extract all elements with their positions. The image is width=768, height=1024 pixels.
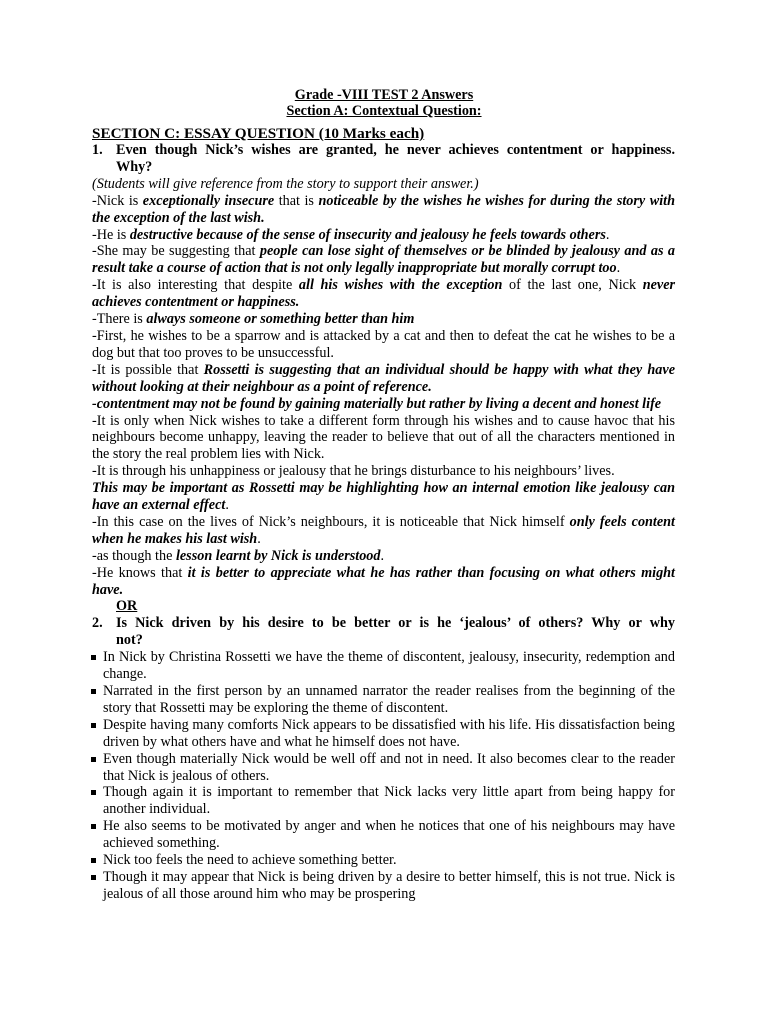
answer-point bbox=[92, 227, 675, 244]
bullet-marker-icon bbox=[91, 757, 96, 762]
answer-emphasis: noticeable by the wishes he wishes for during the story with the exception of the last wish. bbox=[92, 192, 675, 226]
answer-text: -as though the bbox=[92, 547, 176, 564]
answer-emphasis: lesson learnt by Nick is understood bbox=[175, 547, 381, 564]
question-number: 2. bbox=[92, 615, 103, 632]
answer-emphasis: only feels content when he makes his last wish bbox=[92, 513, 675, 547]
answer-emphasis: destructive because of the sense of insecurity and jealousy he feels towards others bbox=[129, 226, 606, 243]
bullet-text: He also seems to be motivated by anger and when he notices that one of his neighbours may have achieved something. bbox=[103, 818, 675, 852]
bullet-marker-icon bbox=[91, 655, 96, 660]
answer-text: -Nick is bbox=[92, 192, 143, 209]
answer-point: -First, he wishes to be a sparrow and is attacked by a cat and then to defeat the cat he wishes to be a dog but that too proves to be unsuccessful. bbox=[92, 327, 675, 361]
answer-emphasis: always someone or something better than him bbox=[146, 311, 415, 328]
answer-text: -It is also interesting that despite bbox=[92, 277, 299, 294]
question-text-line: not? bbox=[116, 632, 143, 649]
question-text-line: Why? bbox=[116, 158, 153, 175]
bullet-item bbox=[92, 649, 675, 683]
answer-emphasis: This may be important as Rossetti may be highlighting how an internal emotion like jealousy can have an external effect bbox=[92, 480, 675, 514]
answer-point bbox=[92, 548, 675, 565]
bullet-marker-icon bbox=[91, 858, 96, 863]
answer-text: -She may be suggesting that bbox=[92, 243, 260, 260]
answer-point bbox=[92, 362, 675, 396]
answer-emphasis: people can lose sight of themselves or be blinded by jealousy and as a result take a course of action that is not only legally inappropriate but morally corrupt too bbox=[92, 243, 675, 277]
answer-text: that is bbox=[274, 192, 319, 209]
answer-emphasis: Rossetti is suggesting that an individual should be happy with what they have without looking at their neighbour as a point of reference. bbox=[92, 361, 675, 395]
answer-bullet-list bbox=[92, 649, 675, 903]
question-1 bbox=[92, 142, 675, 176]
bullet-item bbox=[92, 784, 675, 818]
answer-text: -There is bbox=[92, 311, 147, 328]
bullet-marker-icon bbox=[91, 790, 96, 795]
bullet-text: In Nick by Christina Rossetti we have the theme of discontent, jealousy, insecurity, redemption and change. bbox=[103, 649, 675, 683]
bullet-text: Narrated in the first person by an unnamed narrator the reader realises from the beginning of the story that Rossetti may be exploring the theme of discontent. bbox=[103, 683, 675, 716]
bullet-text: Even though materially Nick would be well off and not in need. It also becomes clear to the reader that Nick is jealous of others. bbox=[103, 750, 675, 784]
document-body bbox=[92, 125, 675, 903]
answer-text: -He knows that bbox=[92, 564, 188, 581]
answer-point bbox=[92, 193, 675, 227]
answer-point bbox=[92, 514, 675, 548]
question-2 bbox=[92, 615, 675, 649]
question-number: 1. bbox=[92, 142, 103, 158]
bullet-text: Despite having many comforts Nick appears to be dissatisfied with his life. His dissatisfaction being driven by what others have and what he himself does not have. bbox=[103, 716, 675, 750]
bullet-item bbox=[92, 717, 675, 751]
bullet-item bbox=[92, 751, 675, 785]
bullet-item bbox=[92, 818, 675, 852]
answer-emphasis: exceptionally insecure bbox=[142, 192, 275, 209]
bullet-text: Though again it is important to remember that Nick lacks very little apart from being happy for another individual. bbox=[103, 784, 675, 818]
answer-emphasis: never achieves contentment or happiness. bbox=[92, 277, 676, 311]
question-text-line: Even though Nick’s wishes are granted, he never achieves contentment or happiness. bbox=[116, 142, 675, 158]
bullet-text: Nick too feels the need to achieve something better. bbox=[103, 852, 397, 869]
answer-emphasis: all his wishes with the exception bbox=[298, 277, 503, 294]
answer-text: . bbox=[225, 497, 229, 514]
section-heading: SECTION C: ESSAY QUESTION (10 Marks each) bbox=[92, 125, 425, 142]
bullet-marker-icon bbox=[91, 875, 96, 880]
bullet-marker-icon bbox=[91, 824, 96, 829]
answer-text: . bbox=[616, 260, 621, 277]
bullet-text: Though it may appear that Nick is being driven by a desire to better himself, this is not true. Nick is jealous of all those around him who may be prospering bbox=[103, 868, 675, 902]
answer-text: -It is possible that bbox=[92, 361, 204, 378]
answer-text: . bbox=[605, 226, 610, 243]
answer-point bbox=[92, 311, 675, 328]
answer-point bbox=[92, 277, 675, 311]
answer-point: -It is only when Nick wishes to take a different form through his wishes and to cause havoc that his neighbours become unhappy, leaving the reader to believe that out of all the characters mentioned in the story the real problem lies with Nick. bbox=[92, 412, 675, 463]
answer-note: (Students will give reference from the story to support their answer.) bbox=[92, 175, 479, 192]
bullet-marker-icon bbox=[91, 689, 96, 694]
answer-point bbox=[92, 480, 675, 514]
question-text-line: Is Nick driven by his desire to be better or is he ‘jealous’ of others? Why or why bbox=[116, 615, 675, 632]
or-separator: OR bbox=[116, 598, 138, 615]
answer-point bbox=[92, 243, 675, 277]
bullet-item bbox=[92, 852, 675, 869]
document-title: Grade -VIII TEST 2 Answers bbox=[294, 87, 474, 103]
answer-point: -contentment may not be found by gaining materially but rather by living a decent and honest life bbox=[92, 395, 662, 412]
document-subtitle: Section A: Contextual Question: bbox=[286, 103, 482, 119]
answer-text: -He is bbox=[92, 226, 130, 243]
bullet-marker-icon bbox=[91, 723, 96, 728]
answer-text: of the last one, Nick bbox=[502, 277, 643, 294]
answer-point bbox=[92, 565, 675, 599]
bullet-item bbox=[92, 869, 675, 903]
answer-point: -It is through his unhappiness or jealousy that he brings disturbance to his neighbours’ lives. bbox=[92, 463, 615, 480]
answer-text: -In this case on the lives of Nick’s neighbours, it is noticeable that Nick himself bbox=[92, 513, 570, 530]
answer-emphasis: it is better to appreciate what he has rather than focusing on what others might have. bbox=[92, 564, 675, 598]
answer-text: . bbox=[380, 547, 385, 564]
answer-text: . bbox=[257, 530, 261, 547]
bullet-item bbox=[92, 683, 675, 717]
